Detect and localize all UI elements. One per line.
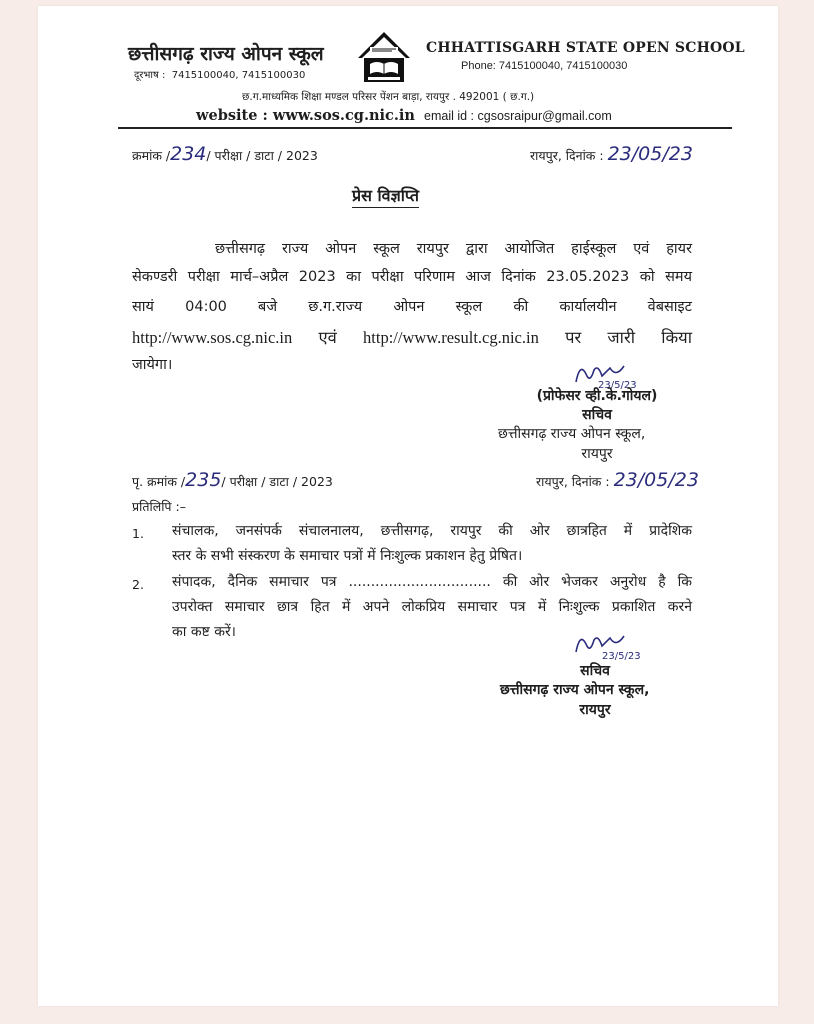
copy-item-2-line-1: संपादक, दैनिक समाचार पत्र ................................ की ओर भेजकर अनुरोध है कि (172, 574, 692, 590)
body-line-4: http://www.sos.cg.nic.in एवं http://www.result.cg.nic.in पर जारी किया (132, 328, 692, 347)
page-title: प्रेस विज्ञप्ति (352, 184, 419, 208)
header-divider (118, 127, 732, 129)
body-line-1: छत्तीसगढ़ राज्य ओपन स्कूल रायपुर द्वारा आयोजित हाईस्कूल एवं हायर (215, 241, 692, 257)
copy-item-2-line-2: उपरोक्त समाचार छात्र हित में अपने लोकप्रिय समाचार पत्र में निःशुल्क प्रकाशित करने (172, 599, 692, 615)
copy-item-2-number: 2. (132, 577, 144, 592)
body-line-3: सायं 04:00 बजे छ.ग.राज्य ओपन स्कूल की कार्यालयीन वेबसाइट (132, 299, 692, 315)
reference-2-label: पृ. क्रमांक / (132, 474, 186, 489)
body-line-2: सेकण्डरी परीक्षा मार्च–अप्रैल 2023 का परीक्षा परिणाम आज दिनांक 23.05.2023 को समय (132, 269, 692, 285)
signatory-2-city: रायपुर (579, 702, 611, 718)
reference-date-label: रायपुर, दिनांक : (530, 148, 604, 163)
signatory-designation: सचिव (582, 407, 612, 423)
reference-date (530, 143, 693, 165)
reference-2-number-handwritten: 235 (185, 469, 222, 491)
copy-label: प्रतिलिपि :– (132, 499, 186, 514)
phone-english: Phone: 7415100040, 7415100030 (461, 60, 628, 72)
reference-date-handwritten: 23/05/23 (607, 143, 693, 165)
signatory-name: (प्रोफेसर व्ही.के.गोयल) (536, 388, 658, 404)
svg-text:23/5/23: 23/5/23 (602, 651, 641, 662)
phone-label-hindi: दूरभाष : (134, 70, 166, 81)
svg-text:23/5/23: 23/5/23 (598, 380, 637, 390)
body-line-5: जायेगा। (132, 357, 173, 373)
reference-label: क्रमांक / (132, 148, 171, 163)
school-name-hindi: छत्तीसगढ़ राज्य ओपन स्कूल (128, 43, 324, 65)
school-name-english: CHHATTISGARH STATE OPEN SCHOOL (426, 40, 745, 56)
copy-item-1-number: 1. (132, 526, 144, 541)
reference-number (132, 143, 318, 165)
signatory-2-designation: सचिव (580, 663, 610, 679)
phone-hindi (134, 67, 305, 81)
address: छ.ग.माध्यमिक शिक्षा मण्डल परिसर पेंशन बाड़ा, रायपुर . 492001 ( छ.ग.) (242, 91, 535, 103)
reference-2-date-handwritten: 23/05/23 (613, 469, 699, 491)
reference-date-2 (536, 469, 699, 491)
copy-item-1-line-2: स्तर के सभी संस्करण के समाचार पत्रों में निःशुल्क प्रकाशन हेतु प्रेषित। (172, 548, 523, 564)
signatory-city: रायपुर (581, 446, 613, 462)
reference-number-handwritten: 234 (170, 143, 207, 165)
signature-scribble-2 (572, 630, 668, 662)
reference-2-date-label: रायपुर, दिनांक : (536, 474, 610, 489)
signatory-org: छत्तीसगढ़ राज्य ओपन स्कूल, (498, 426, 646, 442)
school-logo-icon (356, 30, 412, 86)
copy-item-1-line-1: संचालक, जनसंपर्क संचालनालय, छत्तीसगढ़, रायपुर की ओर छात्रहित में प्रादेशिक (172, 523, 692, 539)
copy-item-2-line-3: का कष्ट करें। (172, 624, 236, 640)
website-link[interactable]: website : www.sos.cg.nic.in (196, 107, 415, 124)
phone-numbers: 7415100040, 7415100030 (171, 70, 306, 81)
reference-2-suffix: / परीक्षा / डाटा / 2023 (221, 474, 333, 489)
email-link[interactable]: email id : cgsosraipur@gmail.com (424, 109, 612, 123)
reference-number-2 (132, 469, 333, 491)
signatory-2-org: छत्तीसगढ़ राज्य ओपन स्कूल, (500, 682, 650, 698)
copy-item-1 (172, 519, 692, 569)
reference-suffix: / परीक्षा / डाटा / 2023 (206, 148, 318, 163)
